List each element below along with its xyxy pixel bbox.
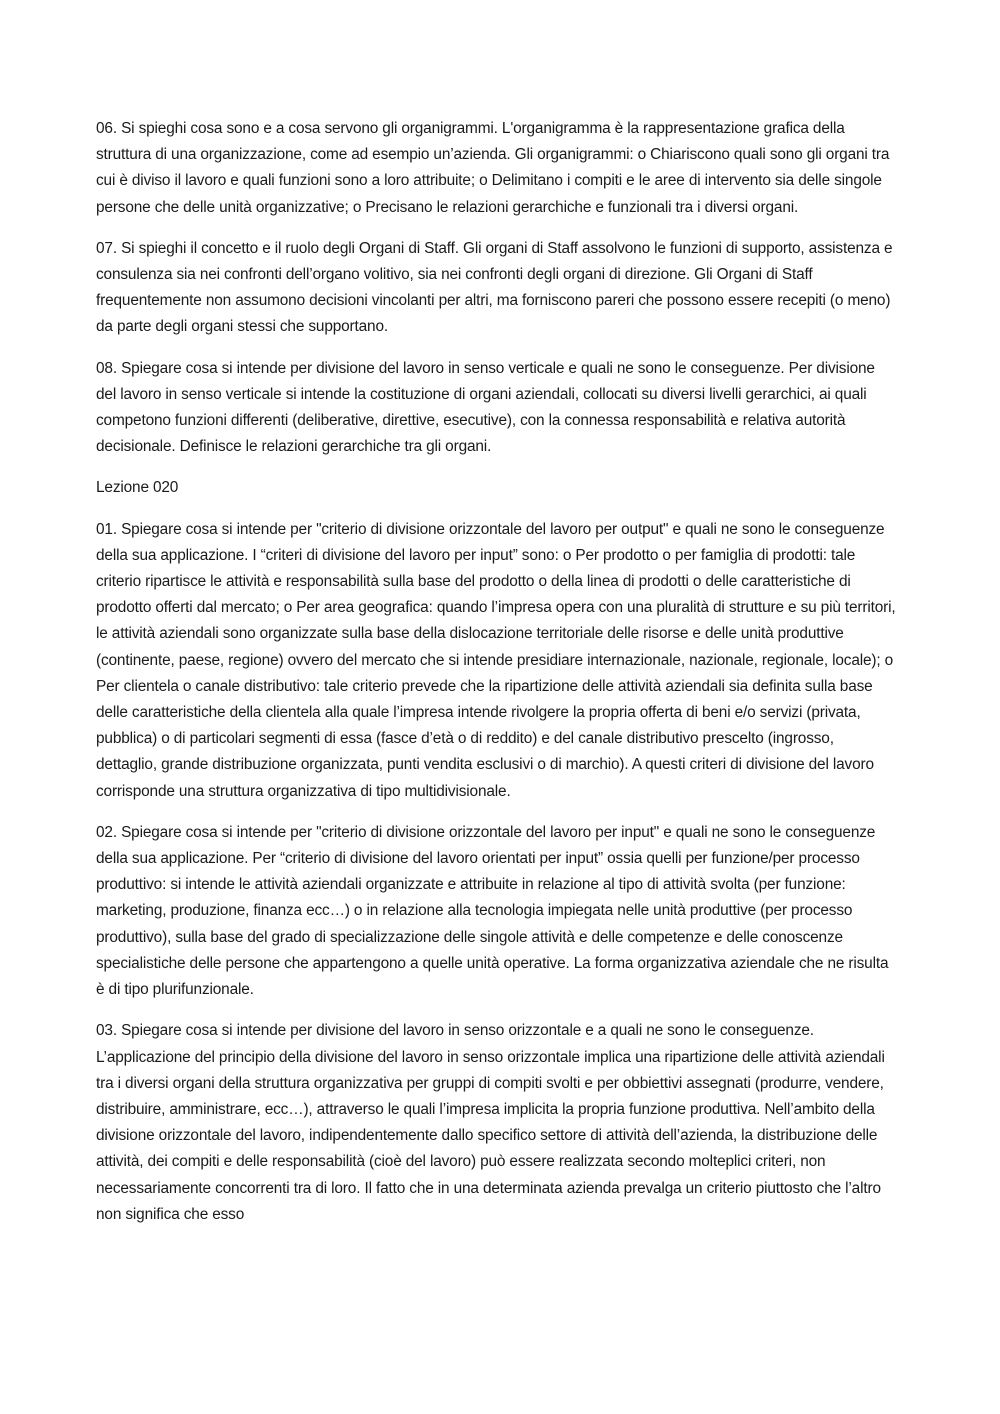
document-body: [96, 116, 896, 1243]
paragraph-q03-divisione-orizzontale: 03. Spiegare cosa si intende per divisione del lavoro in senso orizzontale e a quali ne sono le conseguenze. L’applicazione del principio della divisione del lavoro in senso orizzontale implica una ripartizione delle attività aziendali tra i diversi organi della struttura organizzativa per gruppi di compiti svolti e per obbiettivi assegnati (produrre, vendere, distribuire, amministrare, ecc…), attraverso le quali l’impresa implicita la propria funzione produttiva. Nell’ambito della divisione orizzontale del lavoro, indipendentemente dallo specifico settore di attività dell’azienda, la distribuzione delle attività, dei compiti e delle responsabilità (cioè del lavoro) può essere realizzata secondo molteplici criteri, non necessariamente concorrenti tra di loro. Il fatto che in una determinata azienda prevalga un criterio piuttosto che l’altro non significa che esso: [96, 1022, 885, 1223]
paragraph-q02-criterio-input: 02. Spiegare cosa si intende per "criterio di divisione orizzontale del lavoro per input" e quali ne sono le conseguenze della sua applicazione. Per “criterio di divisione del lavoro orientati per input” ossia quelli per funzione/per processo produttivo: si intende le attività aziendali organizzate e attribuite in relazione al tipo di attività svolta (per funzione: marketing, produzione, finanza ecc…) o in relazione alla tecnologia impiegata nelle unità produttive (per processo produttivo), sulla base del grado di specializzazione delle singole attività e delle competenze e delle conoscenze specialistiche delle persone che appartengono a quelle unità operative. La forma organizzativa aziendale che ne risulta è di tipo plurifunzionale.: [96, 823, 889, 999]
paragraph-q01-criterio-output: 01. Spiegare cosa si intende per "criterio di divisione orizzontale del lavoro per output" e quali ne sono le conseguenze della sua applicazione. I “criteri di divisione del lavoro per input” sono: o Per prodotto o per famiglia di prodotti: tale criterio ripartisce le attività e responsabilità sulla base del prodotto o della linea di prodotti o delle caratteristiche di prodotto offerti dal mercato; o Per area geografica: quando l’impresa opera con una pluralità di strutture e su più territori, le attività aziendali sono organizzate sulla base della dislocazione territoriale delle risorse e delle unità produttive (continente, paese, regione) ovvero del mercato che si intende presidiare internazionale, nazionale, regionale, locale); o Per clientela o canale distributivo: tale criterio prevede che la ripartizione delle attività aziendali sia definita sulla base delle caratteristiche della clientela alla quale l’impresa intende rivolgere la propria offerta di beni e/o servizi (privata, pubblica) o di particolari segmenti di essa (fasce d’età o di reddito) e del canale distributivo prescelto (ingrosso, dettaglio, grande distribuzione organizzata, punti vendita esclusivi o di marchio). A questi criteri di divisione del lavoro corrisponde una struttura organizzativa di tipo multidivisionale.: [96, 520, 896, 800]
paragraph-q08-divisione-verticale: 08. Spiegare cosa si intende per divisione del lavoro in senso verticale e quali ne sono le conseguenze. Per divisione del lavoro in senso verticale si intende la costituzione di organi aziendali, collocati su diversi livelli gerarchici, ai quali competono funzioni differenti (deliberative, direttive, esecutive), con la connessa responsabilità e relativa autorità decisionale. Definisce le relazioni gerarchiche tra gli organi.: [96, 359, 875, 456]
paragraph-q07-organi-di-staff: 07. Si spieghi il concetto e il ruolo degli Organi di Staff. Gli organi di Staff assolvono le funzioni di supporto, assistenza e consulenza sia nei confronti dell’organo volitivo, sia nei confronti degli organi di direzione. Gli Organi di Staff frequentemente non assumono decisioni vincolanti per altri, ma forniscono pareri che possono essere recepiti (o meno) da parte degli organi stessi che supportano.: [96, 239, 893, 336]
section-heading-lezione-020: Lezione 020: [96, 479, 179, 497]
paragraph-q06-organigrammi: 06. Si spieghi cosa sono e a cosa servono gli organigrammi. L'organigramma è la rappresentazione grafica della struttura di una organizzazione, come ad esempio un’azienda. Gli organigrammi: o Chiariscono quali sono gli organi tra cui è diviso il lavoro e quali funzioni sono a loro attribuite; o Delimitano i compiti e le aree di intervento sia delle singole persone che delle unità organizzative; o Precisano le relazioni gerarchiche e funzionali tra i diversi organi.: [96, 120, 890, 216]
